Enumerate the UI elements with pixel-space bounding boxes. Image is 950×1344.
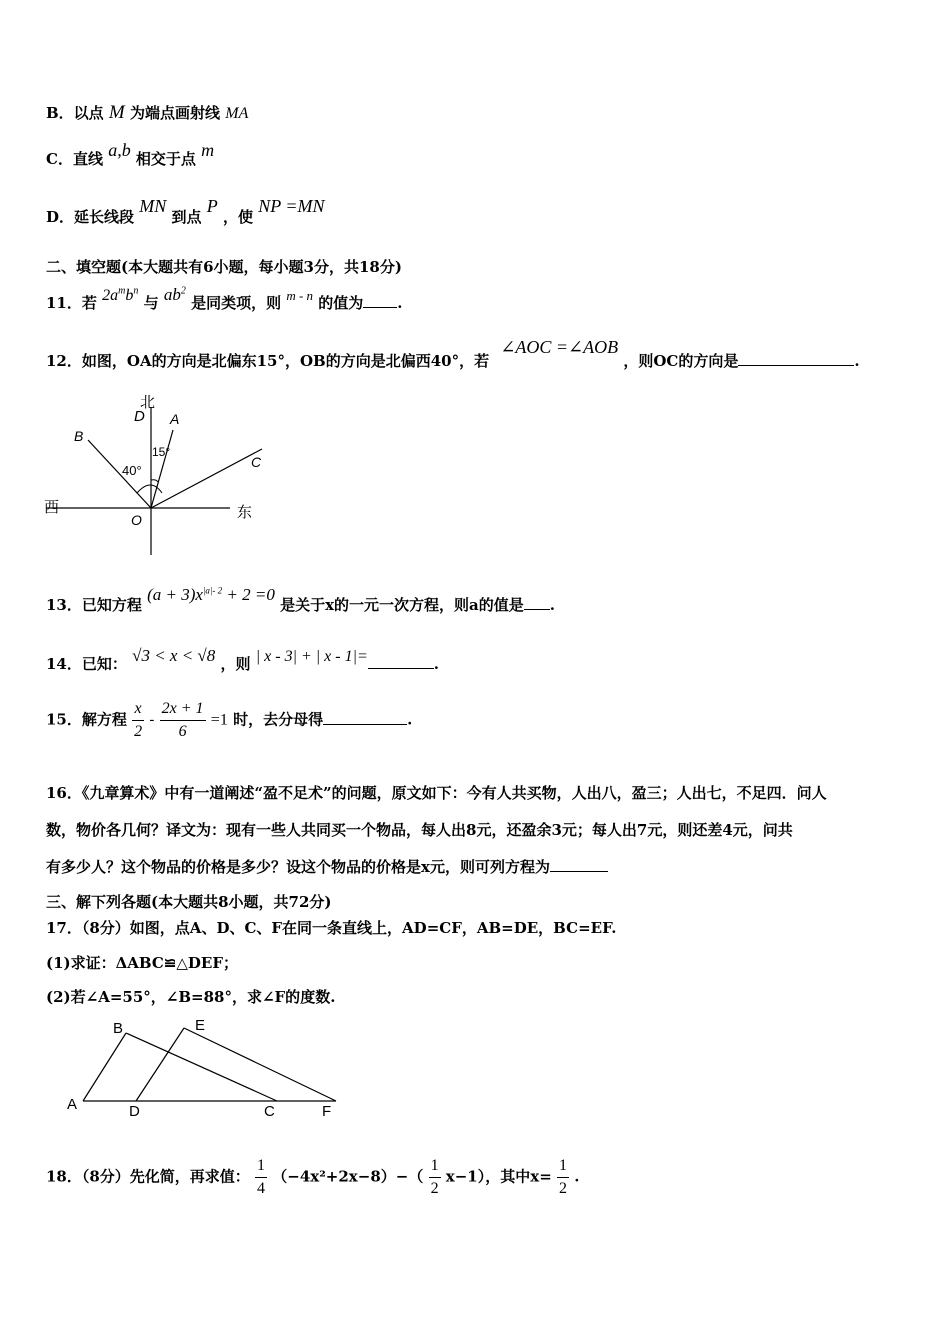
- q13-answer-blank[interactable]: [524, 608, 550, 610]
- q15-f2-den: 6: [178, 723, 187, 740]
- q16-line2: 数，物价各几何？译文为：现有一些人共同买一个物品，每人出8元，还盈余3元；每人出7元，则还差4元，问共: [46, 821, 793, 839]
- q18-fraction-1: [255, 1155, 267, 1200]
- q12-label-c: C: [251, 454, 262, 470]
- q18-f3-num: 1: [557, 1155, 569, 1178]
- q17-segment-ab: [83, 1033, 126, 1101]
- q12-label-a: A: [170, 411, 180, 427]
- q14-expr: √3 < x < √8: [132, 646, 216, 665]
- q14-answer-blank[interactable]: [368, 667, 434, 669]
- question-13: [46, 584, 555, 614]
- q18-expr1: （−4x²+2x−8）−（: [272, 1167, 424, 1186]
- q15-eq: =1: [210, 711, 228, 729]
- q15-f2-num: 2x + 1: [160, 698, 206, 721]
- q17-label-b: B: [113, 1020, 124, 1037]
- q14-label: 14．已知：: [46, 655, 127, 673]
- q15-tail: 时，去分母得: [233, 710, 324, 729]
- q14-expr2: | x - 3| + | x - 1|=: [255, 648, 368, 665]
- q15-f1-den: 2: [134, 723, 143, 740]
- q12-label-d: D: [134, 408, 145, 425]
- q12-label-b: B: [74, 428, 84, 444]
- q12-label-west: 西: [44, 499, 60, 516]
- q15-minus: -: [149, 710, 155, 729]
- q11-exp1a: m: [118, 285, 126, 297]
- option-d-math-equation: NP =MN: [258, 196, 325, 216]
- section-3-title: 三、解下列各题(本大题共8小题，共72分): [46, 893, 332, 911]
- option-b-math-ray: MA: [225, 105, 249, 122]
- section-2-title: 二、填空题(本大题共有6小题，每小题3分，共18分): [46, 258, 402, 276]
- q12-angle-arc-40: [137, 485, 162, 493]
- q12-tail: ，则OC的方向是: [623, 352, 739, 370]
- q13-tail: 是关于x的一元一次方程，则a的值是: [280, 596, 524, 614]
- q12-label-north: 北: [140, 394, 156, 411]
- option-c-math-point: m: [201, 140, 215, 160]
- q15-end: .: [407, 710, 413, 729]
- q12-angle-arc-15: [151, 480, 158, 482]
- question-11: [46, 284, 403, 312]
- q17-label-e: E: [195, 1017, 206, 1034]
- q11-label: 11．若: [46, 294, 97, 312]
- q11-end: .: [397, 294, 403, 312]
- option-d-text: 到点: [171, 208, 202, 226]
- q12-end: .: [854, 352, 860, 370]
- q12-label-15deg: 15°: [152, 445, 171, 459]
- q13-expr2: + 2 =0: [222, 585, 275, 604]
- q11-expr3: m - n: [286, 288, 314, 303]
- question-12: [46, 337, 860, 370]
- option-b-prefix: B．以点: [46, 104, 104, 122]
- question-18: [46, 1155, 579, 1200]
- q15-f1-num: x: [132, 698, 144, 721]
- option-b: [46, 102, 248, 124]
- option-d: [46, 196, 325, 226]
- q12-text: 12．如图，OA的方向是北偏东15°，OB的方向是北偏西40°，若: [46, 352, 490, 370]
- q17-part1: (1)求证：ΔABC≌△DEF；: [46, 954, 238, 972]
- q18-label: 18．（8分）先化简，再求值：: [46, 1167, 250, 1186]
- q15-fraction-1: [132, 698, 144, 743]
- q18-end: .: [574, 1167, 580, 1186]
- q18-f2-num: 1: [429, 1155, 441, 1178]
- q13-expr: (a + 3)x: [147, 585, 203, 604]
- option-d-text2: ，使: [222, 208, 253, 226]
- q12-figure: [40, 385, 280, 560]
- option-d-prefix: D．延长线段: [46, 208, 135, 226]
- option-c-prefix: C．直线: [46, 150, 103, 168]
- q11-exp1b: n: [133, 285, 139, 297]
- q12-expr: ∠AOC =∠AOB: [500, 337, 619, 357]
- q14-end: .: [433, 655, 440, 673]
- question-15: [46, 698, 412, 743]
- q18-fraction-3: [557, 1155, 569, 1200]
- q12-label-o: O: [131, 512, 142, 528]
- q11-expr1-b: b: [125, 287, 134, 304]
- q12-ray-oa: [151, 430, 173, 508]
- q18-fraction-2: [429, 1155, 441, 1200]
- q11-exp2: 2: [180, 285, 186, 297]
- q17-label-c: C: [264, 1103, 275, 1120]
- option-d-math-point: P: [206, 196, 218, 216]
- option-c: [46, 140, 215, 168]
- q16-line1: 16．《九章算术》中有一道阐述“盈不足术”的问题，原文如下：今有人共买物，人出八，盈三；人出七，不足四．问人: [46, 784, 827, 802]
- option-b-text: 为端点画射线: [129, 104, 220, 122]
- q13-end: .: [549, 596, 555, 614]
- q17-label-a: A: [67, 1096, 78, 1113]
- q17-text: 17．（8分）如图，点A、D、C、F在同一条直线上，AD=CF，AB=DE，BC=EF.: [46, 919, 617, 937]
- q12-label-east: 东: [237, 504, 253, 521]
- q15-label: 15．解方程: [46, 710, 127, 729]
- option-d-math-segment: MN: [139, 196, 167, 216]
- q14-text: ，则: [220, 655, 251, 673]
- q15-fraction-2: [160, 698, 206, 743]
- q17-segment-bc: [126, 1033, 277, 1101]
- q17-figure: [60, 1012, 350, 1122]
- q11-expr2: ab: [163, 285, 181, 304]
- q11-with: 与: [143, 294, 159, 312]
- question-14: [46, 645, 440, 673]
- q17-part2: (2)若∠A=55°，∠B=88°，求∠F的度数.: [46, 988, 336, 1006]
- q12-label-40deg: 40°: [122, 463, 142, 478]
- q13-label: 13．已知方程: [46, 596, 142, 614]
- q11-tail: 的值为: [318, 294, 364, 312]
- q15-answer-blank[interactable]: [323, 723, 407, 725]
- q18-expr2: x−1），其中x=: [445, 1167, 552, 1186]
- option-b-math-point: M: [108, 102, 125, 123]
- option-c-text: 相交于点: [135, 150, 196, 168]
- q16-line3: 有多少人？这个物品的价格是多少？设这个物品的价格是x元，则可列方程为: [46, 858, 550, 876]
- q13-exp: |a|- 2: [202, 585, 223, 596]
- q18-f3-den: 2: [559, 1180, 567, 1197]
- q17-segment-ef: [184, 1028, 336, 1101]
- q11-text: 是同类项，则: [191, 294, 282, 312]
- q18-f1-den: 4: [257, 1180, 266, 1197]
- question-16: [46, 775, 906, 886]
- q16-answer-blank[interactable]: [550, 870, 608, 872]
- q12-answer-blank[interactable]: [738, 364, 854, 366]
- q18-f1-num: 1: [255, 1155, 267, 1178]
- option-c-math-lines: a,b: [108, 140, 131, 160]
- q17-label-d: D: [129, 1103, 140, 1120]
- q11-answer-blank[interactable]: [363, 306, 397, 308]
- q16-line3-row: [46, 849, 906, 886]
- q17-segment-de: [136, 1028, 184, 1101]
- q18-f2-den: 2: [430, 1180, 439, 1197]
- q11-expr1: 2a: [102, 287, 119, 304]
- q17-label-f: F: [322, 1103, 332, 1120]
